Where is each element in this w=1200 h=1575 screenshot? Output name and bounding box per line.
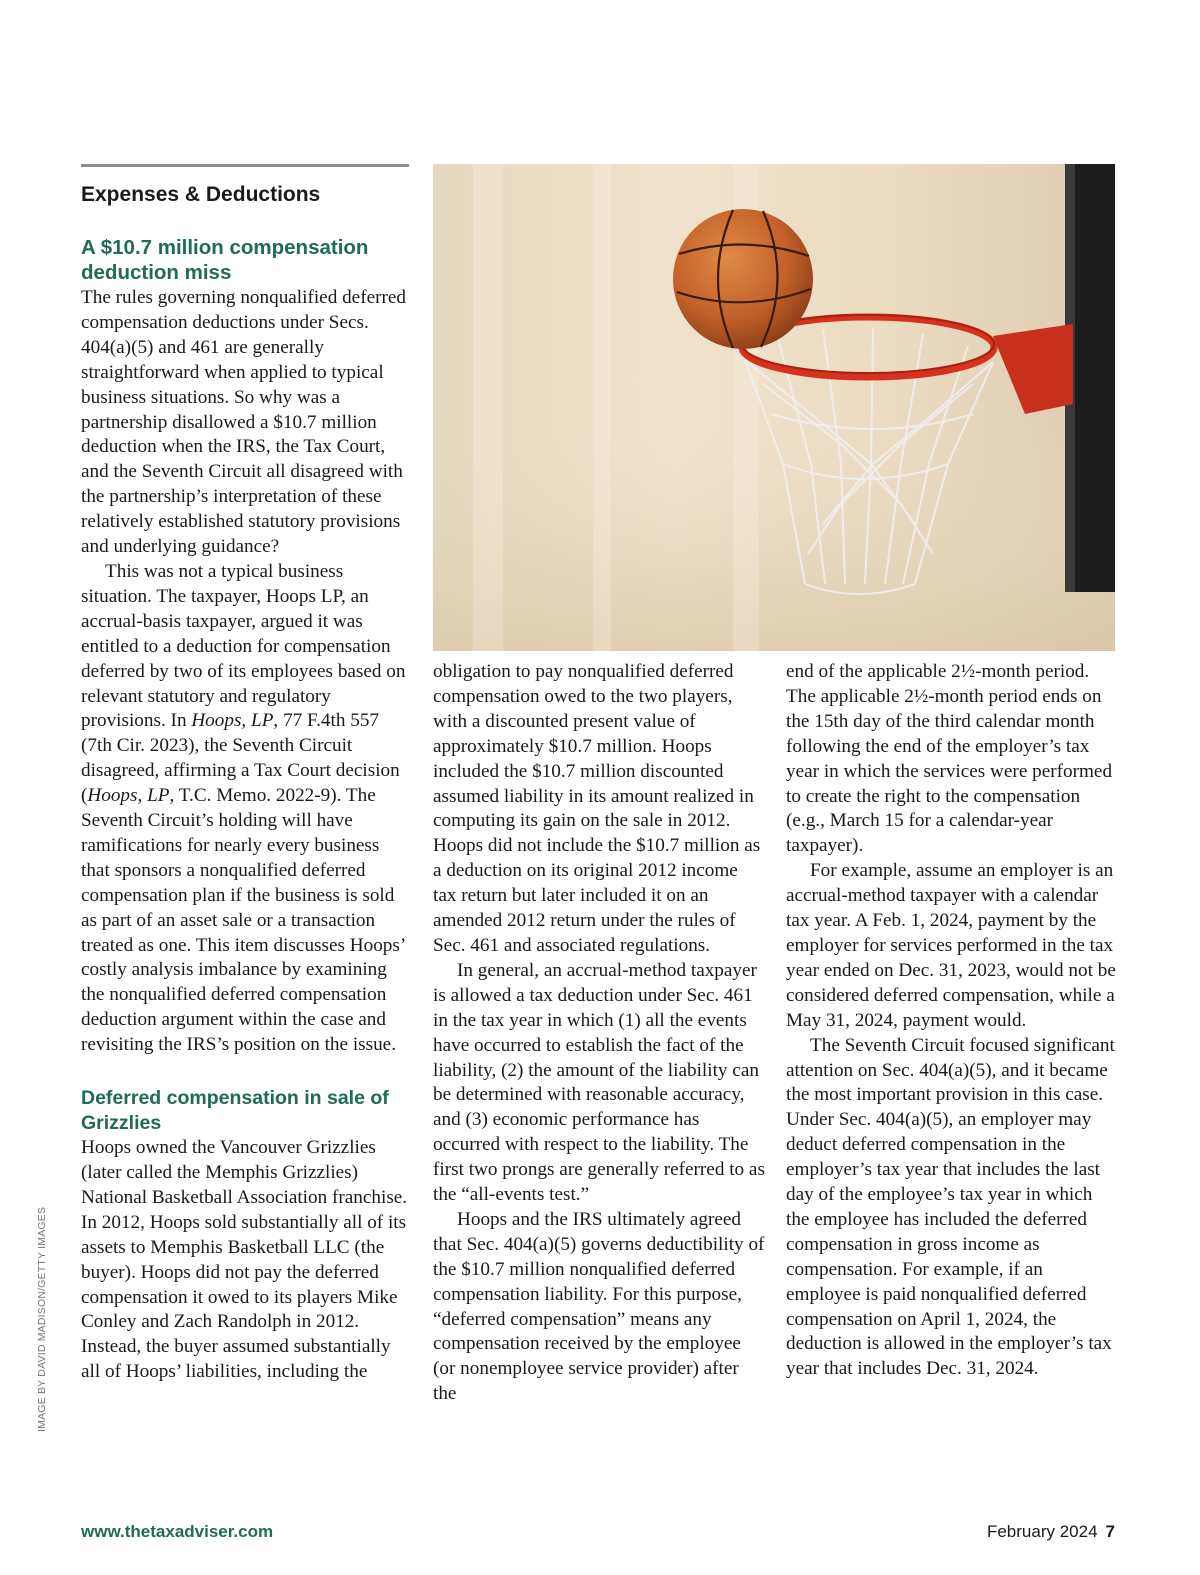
paragraph: obligation to pay nonqualified deferred compensation owed to the two players, with a discounted present value of approximately $10.7 million. Hoops included the $10.7 million discounted assumed liability in its amount realized in computing its gain on the sale in 2012. Hoops did not include the $10.7 million as a deduction on its original 2012 income tax return but later included it on an amended 2012 return under the rules of Sec. 461 and associated regulations.: [433, 661, 761, 956]
case-name: Hoops, LP: [191, 710, 274, 732]
image-credit: IMAGE BY DAVID MADISON/GETTY IMAGES: [36, 1206, 48, 1432]
case-name: Hoops, LP: [87, 785, 170, 807]
paragraph: Hoops and the IRS ultimately agreed that Sec. 404(a)(5) governs deductibility of the $10.7 million nonqualified deferred compensation liability. For this purpose, “deferred compensation” means any compensation received by the employee (or nonemployee service provider) after the: [433, 1208, 765, 1405]
text-column-1: [81, 286, 411, 1385]
paragraph: In general, an accrual-method taxpayer is allowed a tax deduction under Sec. 461 in the tax year in which (1) all the events have occurred to establish the fact of the liability, (2) the amount of the liability can be determined with reasonable accuracy, and (3) economic performance has occurred with respect to the liability. The first two prongs are generally referred to as the “all-events test.”: [433, 959, 765, 1206]
section-title: Expenses & Deductions: [81, 183, 321, 206]
paragraph: For example, assume an employer is an accrual-method taxpayer with a calendar tax year. A Feb. 1, 2024, payment by the employer for services performed in the tax year ended on Dec. 31, 2023, would not be considered deferred compensation, while a May 31, 2024, payment would.: [786, 860, 1116, 1031]
footer-website-link[interactable]: www.thetaxadviser.com: [81, 1522, 274, 1541]
paragraph: The Seventh Circuit focused significant attention on Sec. 404(a)(5), and it became the most important provision in this case. Under Sec. 404(a)(5), an employer may deduct deferred compensation in the employer’s tax year that includes the last day of the employee’s tax year in which the employee has included the deferred compensation in gross income as compensation. For example, if an employee is paid nonqualified deferred compensation on April 1, 2024, the deduction is allowed in the employer’s tax year that includes Dec. 31, 2024.: [786, 1034, 1115, 1380]
paragraph: The rules governing nonqualified deferred compensation deductions under Secs. 404(a)(5) and 461 are generally straightforward when applied to typical business situations. So why was a partnership disallowed a $10.7 million deduction when the IRS, the Tax Court, and the Seventh Circuit all disagreed with the partnership’s interpretation of these relatively established statutory provisions and underlying guidance?: [81, 287, 406, 558]
page-number: 7: [1105, 1522, 1115, 1541]
issue-date: February 2024: [986, 1522, 1098, 1541]
footer-issue: [987, 1522, 1115, 1542]
section-rule: [81, 164, 409, 167]
paragraph: end of the applicable 2½-month period. The applicable 2½-month period ends on the 15th day of the third calendar month following the end of the employer’s tax year in which the services were performed to create the right to the compensation (e.g., March 15 for a calendar-year taxpayer).: [786, 661, 1113, 857]
paragraph: Hoops owned the Vancouver Grizzlies (later called the Memphis Grizzlies) National Basketball Association franchise. In 2012, Hoops sold substantially all of its assets to Memphis Basketball LLC (the buyer). Hoops did not pay the deferred compensation it owed to its players Mike Conley and Zach Randolph in 2012. Instead, the buyer assumed substantially all of Hoops’ liabilities, including the: [81, 1137, 408, 1383]
paragraph: This was not a typical business situation. The taxpayer, Hoops LP, an accrual-basis taxpayer, argued it was entitled to a deduction for compensation deferred by two of its employees based on relevant statutory and regulatory provisions. In Hoops, LP, 77 F.4th 557 (7th Cir. 2023), the Seventh Circuit disagreed, affirming a Tax Court decision (Hoops, LP, T.C. Memo. 2022-9). The Seventh Circuit’s holding will have ramifications for nearly every business that sponsors a nonqualified deferred compensation plan if the business is sold as part of an asset sale or a transaction treated as one. This item discusses Hoops’ costly analysis imbalance by examining the nonqualified deferred compensation deduction argument within the case and revisiting the IRS’s position on the issue.: [81, 560, 406, 1056]
article-headline: A $10.7 million compensation deduction miss: [81, 236, 369, 284]
subheading: Deferred compensation in sale of Grizzlies: [81, 1087, 389, 1135]
text-column-3: [786, 660, 1116, 1382]
text-column-2: [433, 660, 765, 1407]
basketball-hoop-photo: [433, 164, 1115, 651]
